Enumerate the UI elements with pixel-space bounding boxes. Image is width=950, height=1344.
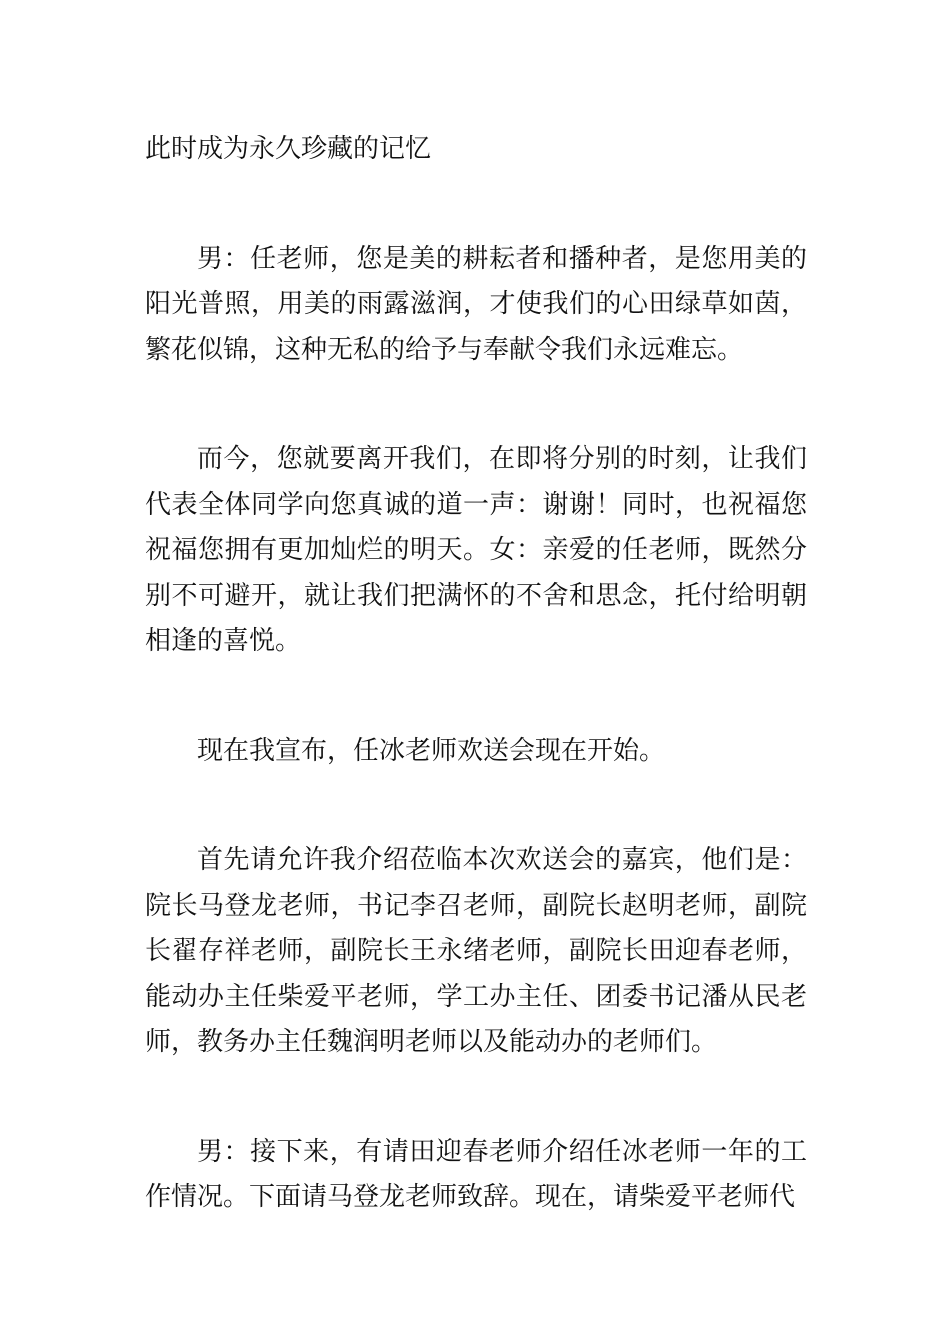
paragraph-6: 男：接下来，有请田迎春老师介绍任冰老师一年的工作情况。下面请马登龙老师致辞。现在，请柴爱平老师代 <box>145 1136 807 1212</box>
document-body <box>145 127 807 1221</box>
paragraph-spacer <box>145 665 807 729</box>
paragraph-1: 此时成为永久珍藏的记忆 <box>145 134 432 164</box>
paragraph-spacer <box>145 373 807 437</box>
paragraph-5: 首先请允许我介绍莅临本次欢送会的嘉宾，他们是：院长马登龙老师，书记李召老师，副院长赵明老师，副院长翟存祥老师，副院长王永绪老师，副院长田迎春老师，能动办主任柴爱平老师，学工办主任、团委书记潘从民老师，教务办主任魏润明老师以及能动办的老师们。 <box>145 845 807 1057</box>
paragraph-spacer <box>145 173 807 237</box>
paragraph-spacer <box>145 774 807 838</box>
paragraph-spacer <box>145 1066 807 1130</box>
paragraph-2: 男：任老师，您是美的耕耘者和播种者，是您用美的阳光普照，用美的雨露滋润，才使我们的心田绿草如茵，繁花似锦，这种无私的给予与奉献令我们永远难忘。 <box>145 243 807 365</box>
paragraph-4: 现在我宣布，任冰老师欢送会现在开始。 <box>197 735 666 766</box>
paragraph-3: 而今，您就要离开我们，在即将分别的时刻，让我们代表全体同学向您真诚的道一声：谢谢！同时，也祝福您祝福您拥有更加灿烂的明天。女：亲爱的任老师，既然分别不可避开，就让我们把满怀的不舍和思念，托付给明朝相逢的喜悦。 <box>145 444 807 656</box>
